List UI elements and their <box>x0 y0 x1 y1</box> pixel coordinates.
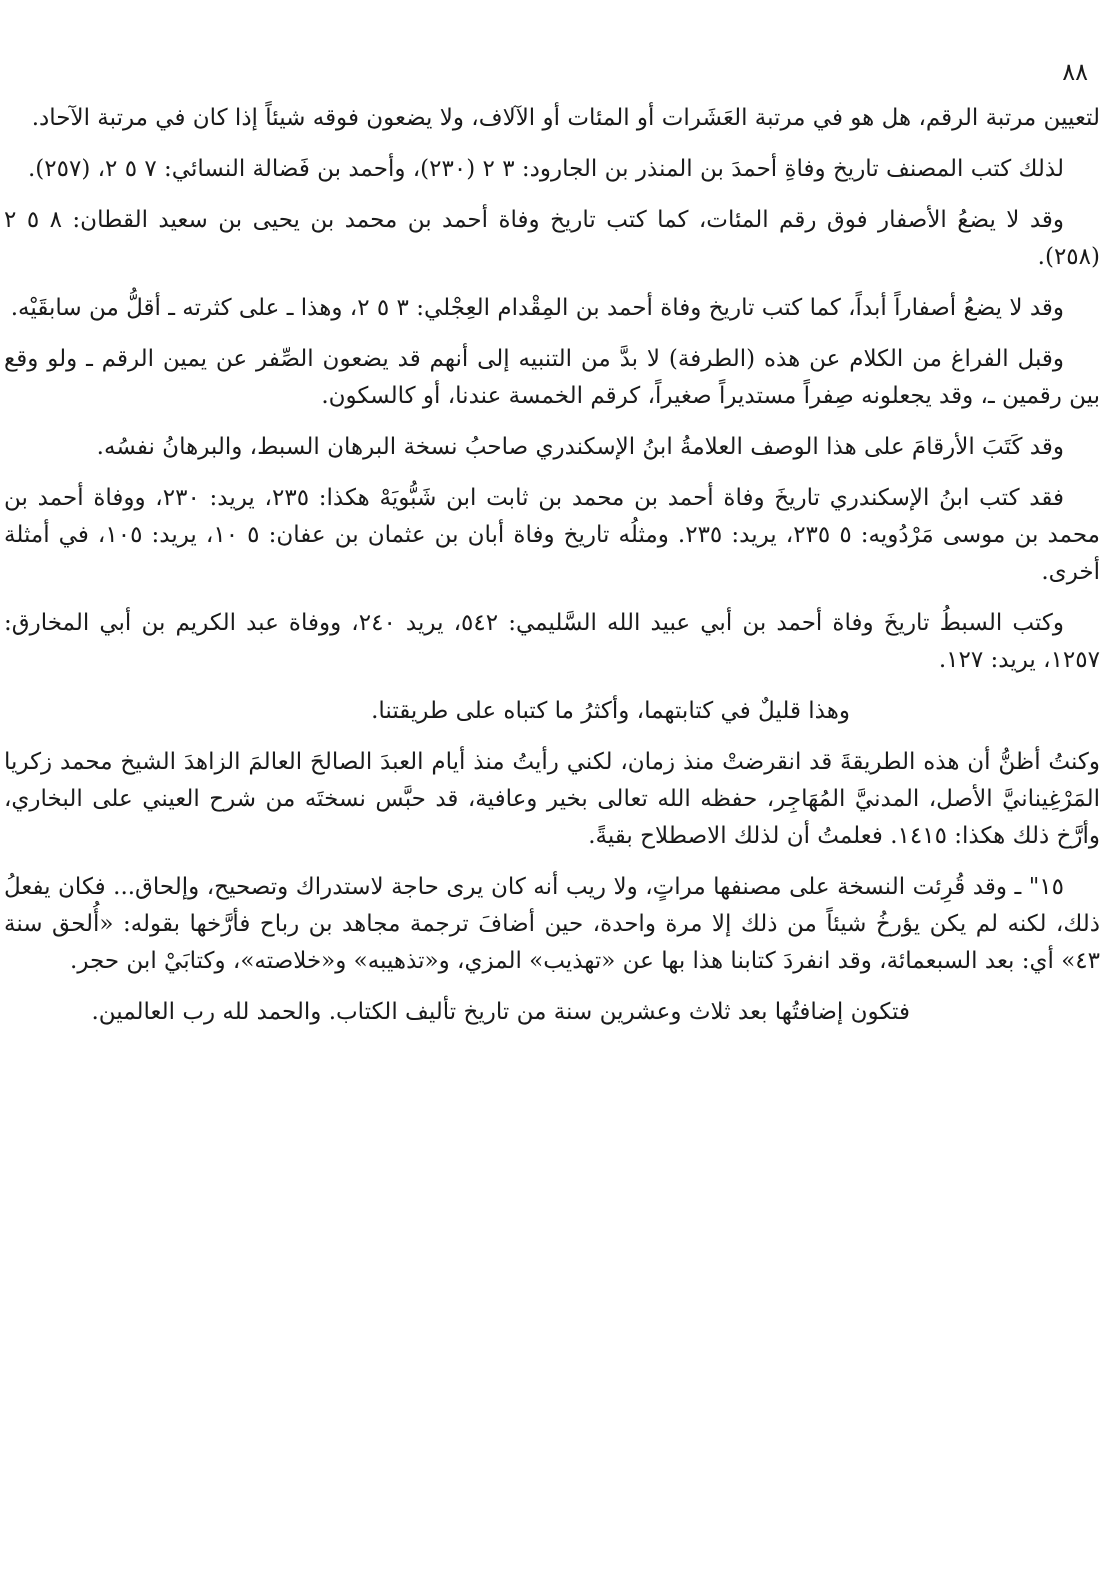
paragraph-8: وكتب السبطُ تاريخَ وفاة أحمد بن أبي عبيد الله السَّليمي: ٥٤٢، يريد ٢٤٠، ووفاة عبد الكريم بن أبي المخارق: ١٢٥٧، يريد: ١٢٧. <box>4 610 1100 673</box>
paragraph-9: وهذا قليلٌ في كتابتهما، وأكثرُ ما كتباه على طريقتنا. <box>371 698 850 724</box>
page-body-text <box>4 100 1100 1045</box>
page-number: ٨٨ <box>1062 58 1088 86</box>
paragraph-6: وقد كَتَبَ الأرقامَ على هذا الوصف العلامةُ ابنُ الإسكندري صاحبُ نسخة البرهان السبط، والبرهانُ نفسُه. <box>96 434 1064 460</box>
paragraph-12: فتكون إضافتُها بعد ثلاث وعشرين سنة من تاريخ تأليف الكتاب. والحمد لله رب العالمين. <box>91 999 910 1025</box>
paragraph-2: لذلك كتب المصنف تاريخ وفاةِ أحمدَ بن المنذر بن الجارود: ٣ ٢ (٢٣٠)، وأحمد بن فَضالة النسائي: ٧ ٥ ٢، (٢٥٧). <box>27 156 1064 182</box>
paragraph-4: وقد لا يضعُ أصفاراً أبداً، كما كتب تاريخ وفاة أحمد بن المِقْدام العِجْلي: ٣ ٥ ٢، وهذا ـ على كثرته ـ أقلُّ من سابقَيْه. <box>10 295 1064 321</box>
paragraph-3: وقد لا يضعُ الأصفار فوق رقم المئات، كما كتب تاريخ وفاة أحمد بن محمد بن يحيى بن سعيد القطان: ٨ ٥ ٢ (٢٥٨). <box>4 207 1100 270</box>
paragraph-11: ١٥" ـ وقد قُرِئت النسخة على مصنفها مراتٍ، ولا ريب أنه كان يرى حاجة لاستدراك وتصحيح، وإلحاق... فكان يفعلُ ذلك، لكنه لم يكن يؤرخُ شيئاً من ذلك إلا مرة واحدة، حين أضافَ ترجمة مجاهد بن رباح فأرَّخها بقوله: «أُلحق سنة ٤٣» أي: بعد السبعمائة، وقد انفردَ كتابنا هذا بها عن «تهذيب» المزي، و«تذهيبه» و«خلاصته»، وكتابَيْ ابن حجر. <box>4 874 1100 974</box>
paragraph-1: لتعيين مرتبة الرقم، هل هو في مرتبة العَشَرات أو المئات أو الآلاف، ولا يضعون فوقه شيئاً إذا كان في مرتبة الآحاد. <box>31 105 1100 131</box>
paragraph-10: وكنتُ أظنُّ أن هذه الطريقةَ قد انقرضتْ منذ زمان، لكني رأيتُ منذ أيام العبدَ الصالحَ العالمَ الزاهدَ الشيخ محمد زكريا المَرْغِينانيَّ الأصل، المدنيَّ المُهَاجِر، حفظه الله تعالى بخير وعافية، قد حبَّس نسختَه من شرح العيني على البخاري، وأرَّخ ذلك هكذا: ١٤١٥. فعلمتُ أن لذلك الاصطلاح بقيةً. <box>4 749 1100 849</box>
paragraph-5: وقبل الفراغ من الكلام عن هذه (الطرفة) لا بدَّ من التنبيه إلى أنهم قد يضعون الصِّفر عن يمين الرقم ـ ولو وقع بين رقمين ـ، وقد يجعلونه صِفراً مستديراً صغيراً، كرقم الخمسة عندنا، أو كالسكون. <box>4 346 1100 409</box>
paragraph-7: فقد كتب ابنُ الإسكندري تاريخَ وفاة أحمد بن محمد بن ثابت ابن شَبُّويَهْ هكذا: ٢٣٥، يريد: ٢٣٠، ووفاة أحمد بن محمد بن موسى مَرْدُويه: ٥ ٢٣٥، يريد: ٢٣٥. ومثلُه تاريخ وفاة أبان بن عثمان بن عفان: ٥ ١٠، يريد: ١٠٥، في أمثلة أخرى. <box>4 485 1100 585</box>
